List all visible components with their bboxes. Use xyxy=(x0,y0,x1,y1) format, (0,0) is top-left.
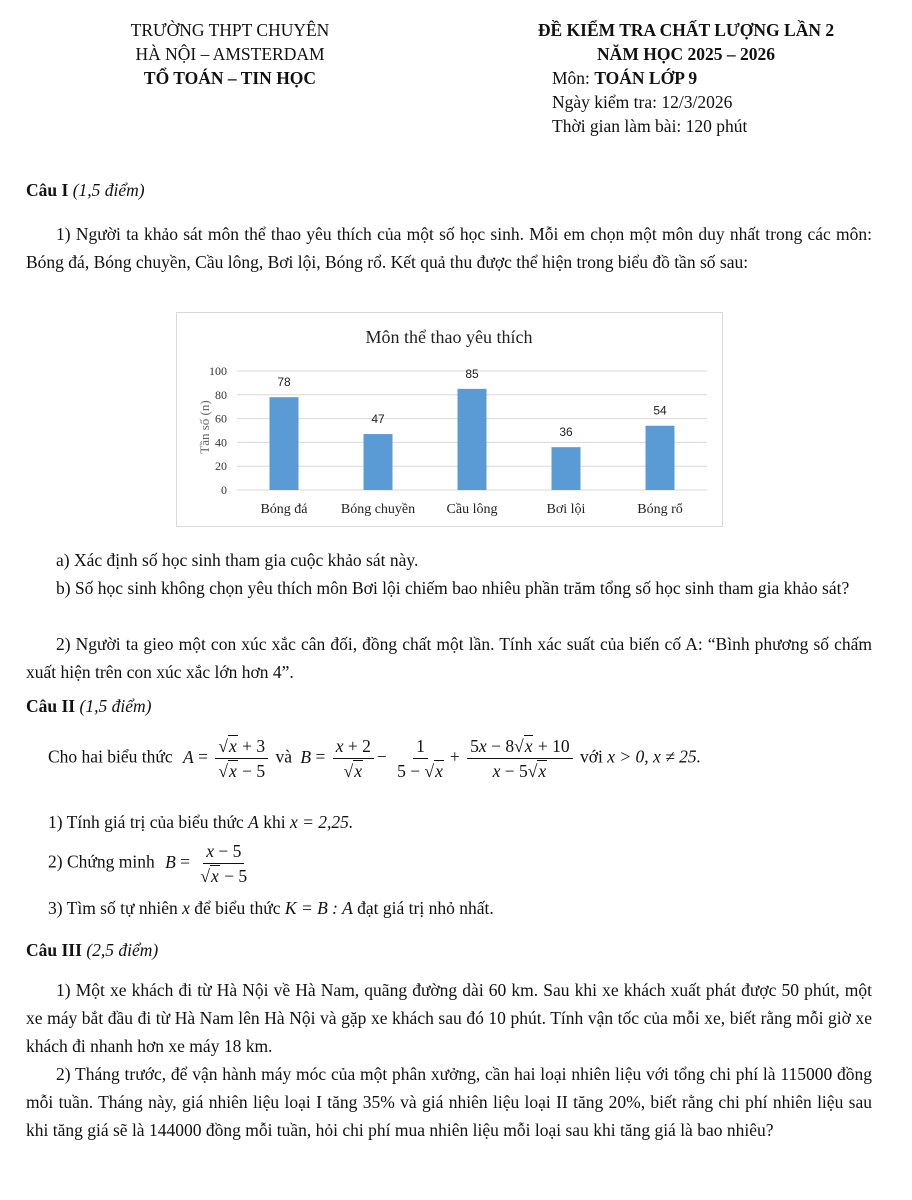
chart-title: Môn thể thao yêu thích xyxy=(365,327,533,347)
bar-chart xyxy=(176,312,723,527)
question-title: Câu III xyxy=(26,940,82,960)
y-tick-label: 20 xyxy=(215,459,227,474)
exam-duration: Thời gian làm bài: 120 phút xyxy=(552,116,748,136)
bar xyxy=(552,447,581,490)
exam-header xyxy=(496,18,876,138)
question-title: Câu I xyxy=(26,180,69,200)
data-label: 36 xyxy=(559,425,573,440)
expression-b-simplified: $\frac{x - 5}{√x - 5}$ xyxy=(200,841,248,886)
question-3-heading xyxy=(26,940,158,961)
data-label: 47 xyxy=(371,412,385,427)
expression-a: $\frac{√x + 3}{√x - 5}$ xyxy=(215,735,268,782)
subject-value: TOÁN LỚP 9 xyxy=(594,68,698,88)
question-2-expressions: Cho hai biểu thức A = $\frac{√x + 3}{√x - 5}$ và B = $\frac{x + 2}{√x}$ − $\frac{1}{5 - √x}$ + $\frac{5x - 8√x + 10}{x - 5√x}$ với x > 0, x ≠ 25. xyxy=(48,736,702,781)
x-tick-label: Bơi lội xyxy=(546,502,586,517)
chart-y-axis-label: Tần số (n) xyxy=(197,400,212,454)
question-points: (1,5 điểm) xyxy=(79,696,152,716)
school-year: NĂM HỌC 2025 – 2026 xyxy=(597,44,775,64)
question-2-item-3: 3) Tìm số tự nhiên x để biểu thức K = B : A đạt giá trị nhỏ nhất. xyxy=(48,898,494,918)
subject-label: Môn: xyxy=(552,68,595,88)
data-label: 54 xyxy=(653,403,667,418)
school-name-line2: HÀ NỘI – AMSTERDAM xyxy=(135,44,325,64)
y-tick-label: 60 xyxy=(215,411,227,426)
question-points: (1,5 điểm) xyxy=(72,180,145,200)
item-text: khi xyxy=(263,812,286,832)
exam-title: ĐỀ KIỂM TRA CHẤT LƯỢNG LẦN 2 xyxy=(537,20,835,40)
data-label: 85 xyxy=(465,366,479,381)
y-tick-label: 0 xyxy=(221,483,227,497)
x-tick-label: Bóng đá xyxy=(260,502,308,517)
item-text: đạt giá trị nhỏ nhất. xyxy=(357,898,494,918)
condition: x > 0, x ≠ 25. xyxy=(607,746,702,767)
question-1-part-b-text: b) Số học sinh không chọn yêu thích môn Bơi lội chiếm bao nhiêu phần trăm tổng số học sinh tham gia khảo sát? xyxy=(56,578,850,598)
x-tick-label: Bóng chuyền xyxy=(340,502,416,517)
question-1-heading xyxy=(26,180,145,201)
question-2-heading xyxy=(26,696,151,717)
bar xyxy=(458,389,487,490)
expression-b-term2: $\frac{1}{5 - √x}$ xyxy=(397,736,443,781)
bar xyxy=(364,434,393,490)
exam-date: Ngày kiểm tra: 12/3/2026 xyxy=(552,92,733,112)
intro-text: Cho hai biểu thức xyxy=(48,746,173,767)
question-1-part-1-text: 1) Người ta khảo sát môn thể thao yêu thích của một số học sinh. Mỗi em chọn một môn duy nhất trong các môn: Bóng đá, Bóng chuyền, Cầu lông, Bơi lội, Bóng rổ. Kết quả thu được thể hiện trong biểu đồ tần số sau: xyxy=(26,224,872,272)
question-3-part-1-text: 1) Một xe khách đi từ Hà Nội về Hà Nam, quãng đường dài 60 km. Sau khi xe khách xuất phát được 50 phút, một xe máy bắt đầu đi từ Hà Nam lên Hà Nội và gặp xe khách sau đó 10 phút. Tính vận tốc của mỗi xe, biết rằng mỗi giờ xe khách đi nhanh hơn xe máy 18 km. xyxy=(26,980,872,1056)
y-tick-label: 100 xyxy=(209,364,227,378)
question-1-part-a-text: a) Xác định số học sinh tham gia cuộc khảo sát này. xyxy=(56,550,419,570)
bar-chart-svg xyxy=(177,313,722,526)
condition-prefix: với xyxy=(579,746,603,767)
question-2-item-1: 1) Tính giá trị của biểu thức A khi x = 2,25. xyxy=(48,812,354,832)
question-2-item-2: 2) Chứng minh B = $\frac{x - 5}{√x - 5}$ xyxy=(48,840,253,887)
bar xyxy=(270,397,299,490)
and-text: và xyxy=(275,746,293,767)
subject-line xyxy=(496,66,876,90)
question-title: Câu II xyxy=(26,696,76,716)
question-1-part-2-text: 2) Người ta gieo một con xúc xắc cân đối, đồng chất một lần. Tính xác suất của biến cố A: “Bình phương số chấm xuất hiện trên con xúc xắc lớn hơn 4”. xyxy=(26,634,872,682)
x-tick-label: Cầu lông xyxy=(446,502,498,517)
item-text: 2) Chứng minh xyxy=(48,851,155,872)
item-value: x = 2,25. xyxy=(289,812,354,832)
x-tick-label: Bóng rổ xyxy=(637,502,683,517)
department-name: TỔ TOÁN – TIN HỌC xyxy=(143,68,317,88)
school-name-line1: TRƯỜNG THPT CHUYÊN xyxy=(130,20,330,40)
item-text: để biểu thức xyxy=(194,898,281,918)
data-label: 78 xyxy=(277,375,291,390)
expression-b-term1: $\frac{x + 2}{√x}$ xyxy=(333,735,374,782)
item-expression: K = B : A xyxy=(284,898,353,918)
question-3-part-2-text: 2) Tháng trước, để vận hành máy móc của một phân xưởng, cần hai loại nhiên liệu với tổng chi phí là 115000 đồng mỗi tuần. Tháng này, giá nhiên liệu loại I tăng 35% và giá nhiên liệu loại II tăng 20%, biết rằng chi phí nhiên liệu sau khi tăng giá sẽ là 144000 đồng mỗi tuần, hỏi chi phí mua nhiên liệu mỗi loại sau khi tăng giá là bao nhiêu? xyxy=(26,1064,872,1140)
y-tick-label: 80 xyxy=(215,387,227,402)
y-tick-label: 40 xyxy=(215,435,227,450)
item-text: 1) Tính giá trị của biểu thức xyxy=(48,812,244,832)
school-header xyxy=(80,18,380,90)
item-text: 3) Tìm số tự nhiên xyxy=(48,898,178,918)
question-points: (2,5 điểm) xyxy=(86,940,159,960)
expression-b-term3: $\frac{5x - 8√x + 10}{x - 5√x}$ xyxy=(467,735,572,782)
bar xyxy=(646,426,675,490)
